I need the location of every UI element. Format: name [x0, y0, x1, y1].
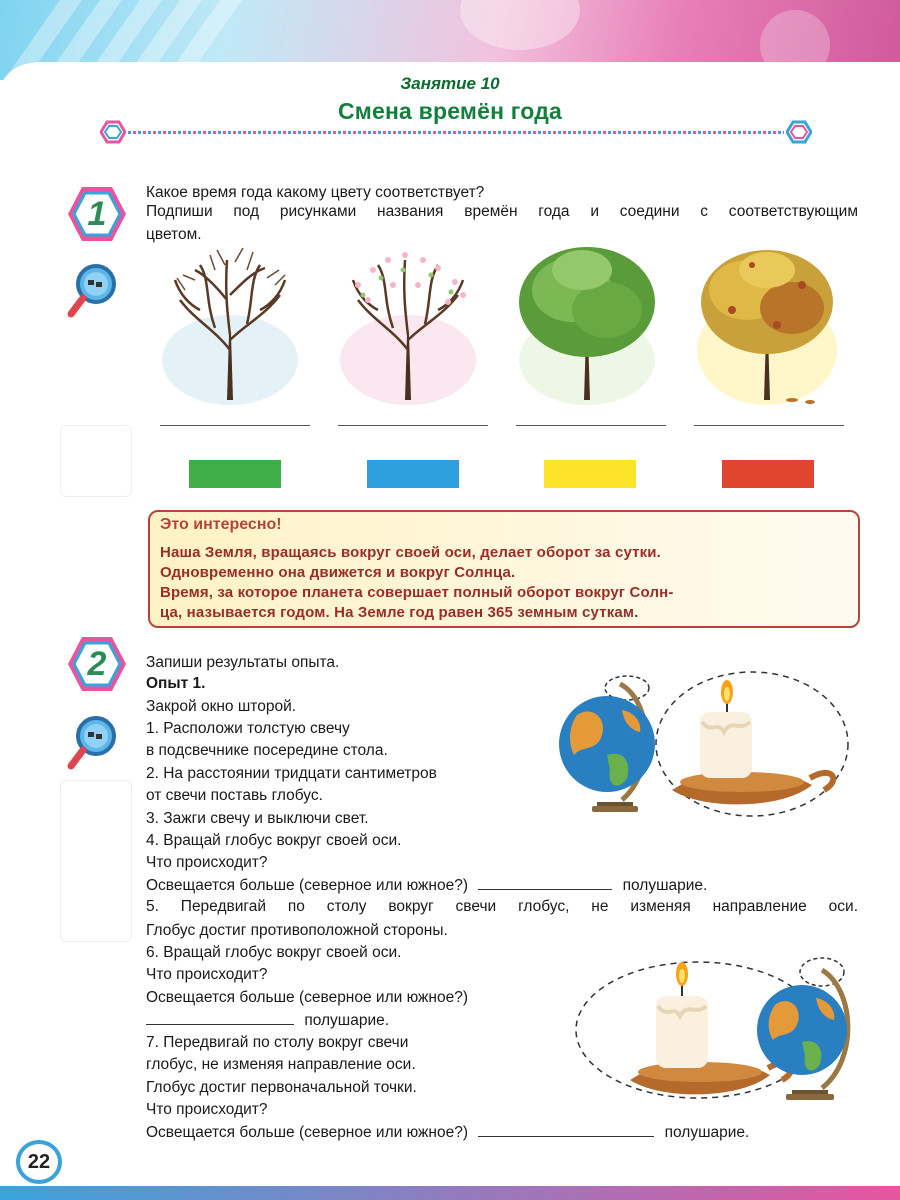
- footer-decoration: [0, 1186, 900, 1200]
- question-1: Освещается больше (северное или южное?) полушарие.: [146, 877, 708, 894]
- lesson-number: Занятие 10: [400, 74, 500, 93]
- step-line: Глобус достиг первоначальной точки.: [146, 1079, 417, 1096]
- globe-candle-illustration-1: [552, 660, 852, 820]
- page-title: Смена времён года: [337, 98, 563, 124]
- info-line: ца, называется годом. На Земле год равен 365 земным суткам.: [160, 604, 639, 621]
- question-2: Освещается больше (северное или южное?): [146, 989, 468, 1006]
- summer-tree-icon: [512, 240, 662, 410]
- answer-line-2[interactable]: [338, 425, 488, 426]
- step-line: 4. Вращай глобус вокруг своей оси.: [146, 832, 402, 849]
- magnifier-icon: [66, 262, 118, 320]
- step-line: Что происходит?: [146, 966, 268, 983]
- answer-line-3[interactable]: [516, 425, 666, 426]
- info-title: Это интересно!: [160, 516, 282, 533]
- step-line: глобус, не изменяя направление оси.: [146, 1056, 416, 1073]
- task-1-instruction-end: цветом.: [146, 226, 202, 243]
- answer-line-4[interactable]: [694, 425, 844, 426]
- hexagon-icon: [786, 120, 812, 144]
- step-line: Глобус достиг противоположной стороны.: [146, 922, 448, 939]
- spring-tree-icon: [333, 240, 483, 410]
- step-line: Что происходит?: [146, 854, 268, 871]
- step-line: 2. На расстоянии тридцати сантиметров: [146, 765, 437, 782]
- hexagon-icon: [100, 120, 126, 144]
- autumn-tree-icon: [692, 240, 842, 410]
- task-2-badge: 2: [66, 634, 128, 694]
- margin-decoration: [60, 425, 132, 497]
- answer-blank-3[interactable]: [478, 1122, 654, 1137]
- step-line: Что происходит?: [146, 1101, 268, 1118]
- page-number: 22: [16, 1140, 62, 1184]
- blue-swatch[interactable]: [367, 460, 459, 488]
- globe-candle-illustration-2: [570, 950, 860, 1110]
- step-line: 7. Передвигай по столу вокруг свечи: [146, 1034, 409, 1051]
- magnifier-icon: [66, 714, 118, 772]
- margin-decoration: [60, 780, 132, 942]
- info-line: Одновременно она движется и вокруг Солнца.: [160, 564, 516, 581]
- answer-line-1[interactable]: [160, 425, 310, 426]
- step-line: от свечи поставь глобус.: [146, 787, 323, 804]
- task-1-instruction: Подпиши под рисунками названия времён года и соедини с соответствующим: [146, 203, 858, 220]
- answer-blank-2[interactable]: [146, 1010, 294, 1025]
- step-line: 6. Вращай глобус вокруг своей оси.: [146, 944, 402, 961]
- yellow-swatch[interactable]: [544, 460, 636, 488]
- task-2-intro: Запиши результаты опыта.: [146, 654, 340, 671]
- task-1-question: Какое время года какому цвету соответствует?: [146, 184, 485, 201]
- question-3: Освещается больше (северное или южное?) полушарие.: [146, 1124, 750, 1141]
- info-line: Время, за которое планета совершает полный оборот вокруг Солн-: [160, 584, 674, 601]
- task-1-badge: 1: [66, 184, 128, 244]
- winter-tree-icon: [155, 240, 305, 410]
- step-line: 1. Расположи толстую свечу: [146, 720, 350, 737]
- step-line: 3. Зажги свечу и выключи свет.: [146, 810, 369, 827]
- step-line: в подсвечнике посередине стола.: [146, 742, 388, 759]
- info-line: Наша Земля, вращаясь вокруг своей оси, делает оборот за сутки.: [160, 544, 661, 561]
- question-2-answer: полушарие.: [146, 1010, 389, 1031]
- red-swatch[interactable]: [722, 460, 814, 488]
- title-divider: [100, 120, 812, 144]
- answer-blank-1[interactable]: [478, 875, 612, 890]
- step-line: Закрой окно шторой.: [146, 698, 297, 715]
- step-line: 5. Передвигай по столу вокруг свечи глобус, не изменяя направление оси.: [146, 898, 858, 915]
- green-swatch[interactable]: [189, 460, 281, 488]
- experiment-title: Опыт 1.: [146, 675, 206, 692]
